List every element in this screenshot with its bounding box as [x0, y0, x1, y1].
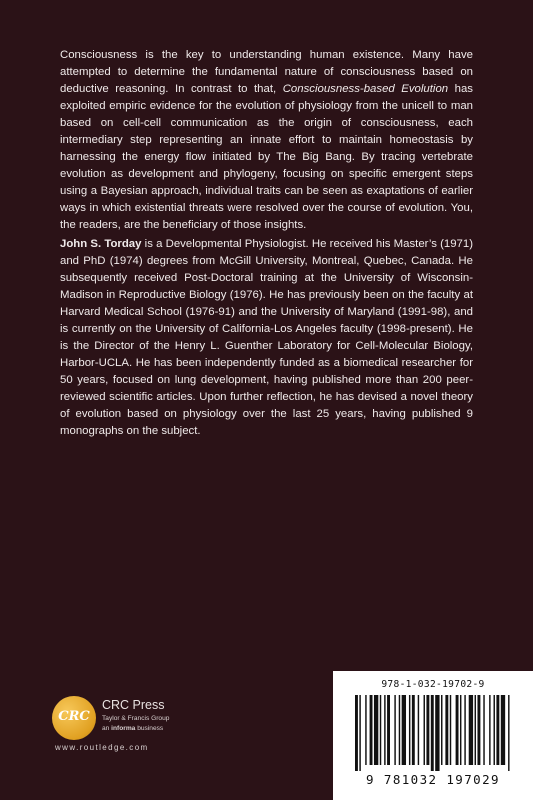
barcode-bar — [475, 695, 476, 765]
barcode-bar — [355, 695, 358, 771]
barcode-bar — [370, 695, 373, 765]
publisher-name: CRC Press — [102, 698, 165, 712]
publisher-url: www.routledge.com — [55, 743, 149, 752]
tagline-prefix: an — [102, 725, 112, 732]
barcode-bar — [402, 695, 406, 765]
barcode-bar — [477, 695, 480, 765]
barcode-bar — [483, 695, 484, 765]
barcode-bar — [380, 695, 381, 765]
author-bio-paragraph — [60, 236, 473, 440]
barcode-bar — [464, 695, 465, 765]
barcode-bar — [412, 695, 415, 765]
author-bio-text: is a Developmental Physiologist. He received his Master’s (1971) and PhD (1974) degrees from McGill University, Montreal, Quebec, Canada. He subsequently received Post-Doctoral training at the University of Wisconsin-Madison in Reproductive Biology (1976). He has previously been on the faculty at Harvard Medical School (1976-91) and the University of Maryland (1991-98), and is currently on the University of California-Los Angeles faculty (1998-present). He is the Director of the Henry L. Guenther Laboratory for Cell-Molecular Biology, Harbor-UCLA. He has been independently funded as a biomedical researcher for 50 years, focused on lung development, having published more than 200 peer-reviewed scientific articles. Upon further reflection, he has devised a novel theory of evolution based on physiology over the last 25 years, having published 9 monographs on the subject. — [60, 238, 474, 437]
barcode-bar — [469, 695, 473, 765]
barcode-bar — [450, 695, 451, 765]
barcode-bar — [394, 695, 395, 765]
barcode-bar — [489, 695, 490, 765]
barcode-bar — [441, 695, 442, 765]
barcode-bar — [365, 695, 366, 765]
isbn-number: 978-1-032-19702-9 — [381, 679, 485, 690]
blurb-paragraph — [60, 47, 473, 234]
barcode-bar — [431, 695, 434, 771]
crc-logo-letters: CRC — [58, 709, 90, 724]
barcode-bar — [359, 695, 360, 771]
isbn-barcode — [333, 671, 533, 800]
barcode-bar — [424, 695, 425, 765]
barcode-bar — [384, 695, 385, 765]
publisher-tagline — [102, 725, 163, 732]
barcode-bar — [508, 695, 509, 771]
barcode-bar — [399, 695, 400, 765]
barcode-bar — [501, 695, 505, 765]
blurb-text — [60, 47, 473, 440]
barcode-bar — [460, 695, 461, 765]
barcode-bar — [387, 695, 390, 765]
barcode-bar — [435, 695, 439, 771]
barcode-bar — [445, 695, 448, 765]
blurb-text-start: Consciousness is the key to understanding human existence. Many have attempted to determine the fundamental nature of consciousness based on deductive reasoning. In contrast to that, — [60, 49, 473, 95]
barcode-bar — [496, 695, 499, 765]
blurb-text-end: has exploited empiric evidence for the evolution of physiology from the unicell to man based on cell-cell communication as the origin of consciousness, each intermediary step representing an innate effort to maintain homeostasis by harnessing the energy flow initiated by The Big Bang. By tracing vertebrate evolution as development and phylogeny, focusing on specific emergent steps using a Bayesian approach, individual traits can be seen as exaptations of earlier ways in which existential threats were resolved over the course of evolution. You, the readers, are the beneficiary of those insights. — [60, 83, 473, 231]
tagline-brand: informa — [111, 725, 136, 732]
barcode-bar — [494, 695, 495, 765]
barcode-bar — [409, 695, 410, 765]
book-title-italic: Consciousness-based Evolution — [282, 83, 449, 95]
barcode-bar — [426, 695, 429, 765]
author-name: John S. Torday — [60, 238, 142, 250]
tagline-suffix: business — [135, 725, 164, 732]
barcode-digits: 9 781032 197029 — [366, 772, 500, 787]
publisher-group: Taylor & Francis Group — [102, 715, 170, 722]
barcode-bar — [456, 695, 459, 765]
barcode-bars-icon — [355, 695, 511, 771]
barcode-bar — [374, 695, 378, 765]
barcode-bar — [418, 695, 419, 765]
